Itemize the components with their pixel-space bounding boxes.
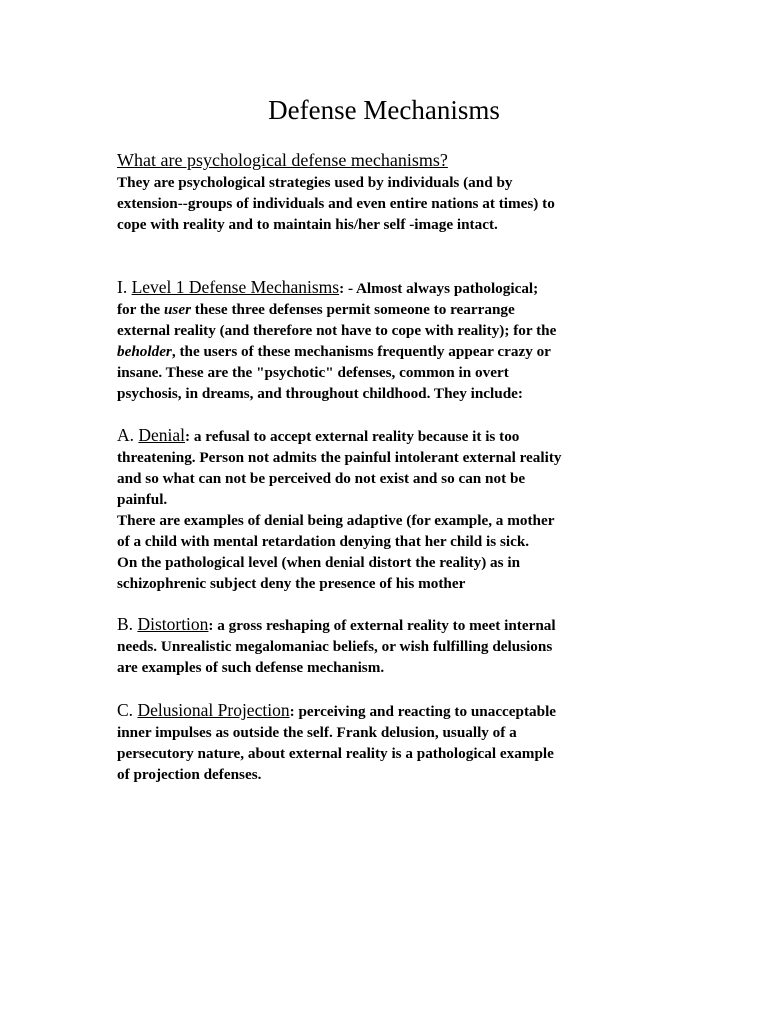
level1-line: external reality (and therefore not have to cope with reality); for the [117,322,557,339]
distortion-line1-text: a gross reshaping of external reality to meet internal [217,617,556,634]
page-title: Defense Mechanisms [268,95,500,125]
level1-line: psychosis, in dreams, and throughout childhood. They include: [117,385,523,402]
emphasis-beholder: beholder [117,343,172,360]
distortion-term-suffix: : [208,617,218,634]
denial-paragraph [117,425,677,510]
level1-heading-suffix: : [339,280,348,297]
distortion-paragraph [117,614,677,678]
delusional-projection-term: Delusional Projection [137,700,290,720]
level1-paragraph [117,277,677,404]
denial-line1-text: a refusal to accept external reality because it is too [193,428,520,445]
delusional-projection-paragraph [117,700,677,785]
delusional-line: persecutory nature, about external reality is a pathological example [117,745,554,762]
level1-line [117,277,677,299]
denial-example-line: of a child with mental retardation denying that her child is sick. [117,533,530,550]
denial-term: Denial [138,425,186,445]
distortion-line: are examples of such defense mechanism. [117,659,385,676]
delusional-term-suffix: : [289,703,299,720]
denial-examples-paragraph [117,510,677,594]
denial-line: and so what can not be perceived do not exist and so can not be [117,470,526,487]
intro-line: They are psychological strategies used by individuals (and by [117,174,513,191]
delusional-line1-text: perceiving and reacting to unacceptable [298,703,557,720]
denial-line: threatening. Person not admits the painful intolerant external reality [117,449,562,466]
delusional-line [117,700,677,722]
delusional-line: of projection defenses. [117,766,262,783]
intro-line: cope with reality and to maintain his/her self -image intact. [117,216,498,233]
emphasis-user: user [163,301,191,318]
distortion-line: needs. Unrealistic megalomaniac beliefs, or wish fulfilling delusions [117,638,553,655]
question-heading: What are psychological defense mechanisms? [117,150,448,170]
distortion-line [117,614,677,636]
delusional-prefix: C. [117,700,138,720]
distortion-prefix: B. [117,614,138,634]
level1-line [117,299,677,320]
denial-line [117,425,677,447]
denial-example-line: schizophrenic subject deny the presence of his mother [117,575,466,592]
intro-paragraph [117,172,677,235]
denial-line: painful. [117,491,168,508]
level1-text: , the users of these mechanisms frequently appear crazy or [171,343,551,360]
level1-heading: Level 1 Defense Mechanisms [131,277,340,297]
level1-text: for the [117,301,164,318]
level1-line [117,341,677,362]
level1-prefix: I. [117,277,132,297]
level1-line1-text: - Almost always pathological; [347,280,539,297]
denial-example-line: On the pathological level (when denial distort the reality) as in [117,554,521,571]
denial-example-line: There are examples of denial being adaptive (for example, a mother [117,512,555,529]
denial-prefix: A. [117,425,139,445]
denial-term-suffix: : [185,428,194,445]
level1-line: insane. These are the "psychotic" defenses, common in overt [117,364,509,381]
level1-text: these three defenses permit someone to rearrange [190,301,515,318]
delusional-line: inner impulses as outside the self. Frank delusion, usually of a [117,724,517,741]
intro-line: extension--groups of individuals and even entire nations at times) to [117,195,555,212]
distortion-term: Distortion [137,614,209,634]
